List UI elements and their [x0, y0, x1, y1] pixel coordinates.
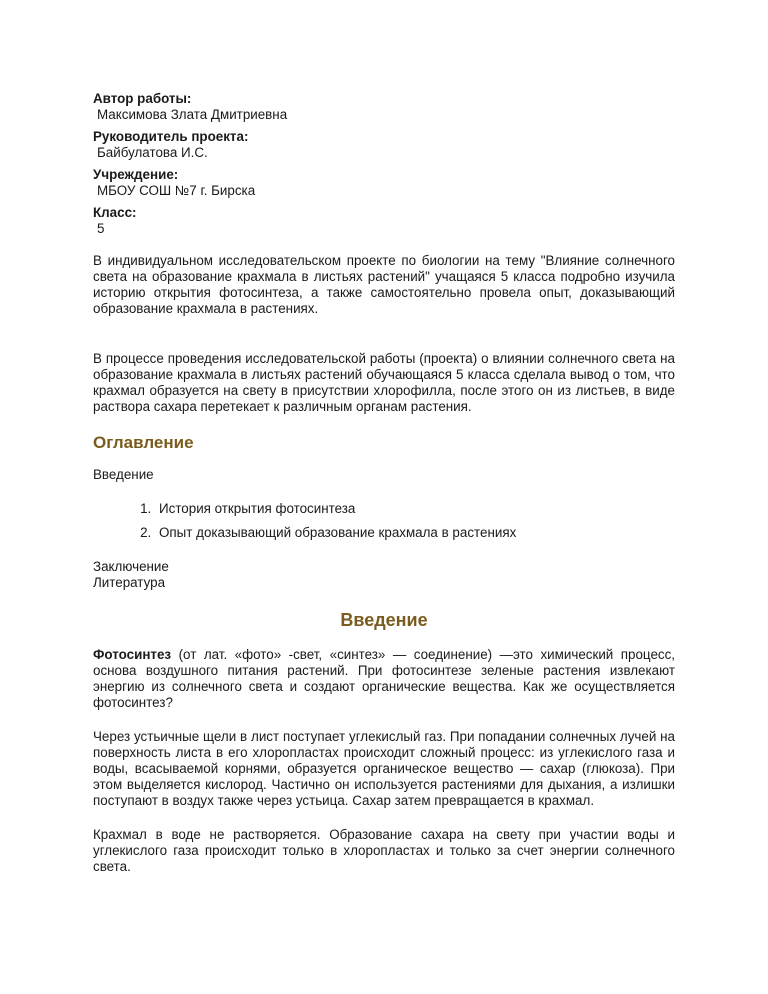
- supervisor-value: Байбулатова И.С.: [97, 145, 208, 160]
- grade-value: 5: [97, 221, 105, 236]
- intro-paragraph-1: В индивидуальном исследовательском проекте по биологии на тему "Влияние солнечного света на образование крахмала в листьях растений" учащаяся 5 класса подробно изучила историю открытия фотосинтеза, а также самостоятельно провела опыт, доказывающий образование крахмала в растениях.: [93, 253, 675, 316]
- document-content: [93, 91, 675, 893]
- author-label: Автор работы:: [93, 91, 192, 106]
- section-paragraph-3: Крахмал в воде не растворяется. Образование сахара на свету при участии воды и углекислого газа происходит только в хлоропластах и только за счет энергии солнечного света.: [93, 827, 675, 874]
- institution-label: Учреждение:: [93, 167, 179, 182]
- institution-value: МБОУ СОШ №7 г. Бирска: [97, 183, 256, 198]
- section-heading: Введение: [340, 610, 428, 630]
- grade-label: Класс:: [93, 205, 137, 220]
- section-paragraph-1-text: (от лат. «фото» -свет, «синтез» — соединение) —это химический процесс, основа воздушного питания растений. При фотосинтезе зеленые растения извлекают энергию из солнечного света и создают органические вещества. Как же осуществляется фотосинтез?: [93, 647, 675, 710]
- toc-list: [93, 501, 675, 541]
- toc-literature-link[interactable]: Литература: [93, 575, 166, 590]
- toc-item[interactable]: 2. Опыт доказывающий образование крахмала в растениях: [155, 525, 675, 541]
- toc-conclusion-link[interactable]: Заключение: [93, 559, 169, 574]
- term-photosynthesis: Фотосинтез: [93, 647, 172, 662]
- section-paragraph-1: [93, 647, 675, 711]
- supervisor-label: Руководитель проекта:: [93, 129, 249, 144]
- intro-paragraph-2: В процессе проведения исследовательской работы (проекта) о влиянии солнечного света на образование крахмала в листьях растений обучающаяся 5 класса сделала вывод о том, что крахмал образуется на свету в присутствии хлорофилла, после этого он из листьев, в виде раствора сахара перетекает к различным органам растения.: [93, 351, 675, 414]
- section-paragraph-2: Через устьичные щели в лист поступает углекислый газ. При попадании солнечных лучей на поверхность листа в его хлоропластах происходит сложный процесс: из углекислого газа и воды, всасываемой корнями, образуется органическое вещество — сахар (глюкоза). При этом выделяется кислород. Частично он используется растениями для дыхания, а излишки поступают в воздух также через устьица. Сахар затем превращается в крахмал.: [93, 729, 675, 808]
- toc-heading: Оглавление: [93, 433, 194, 452]
- toc-intro-link[interactable]: Введение: [93, 467, 154, 482]
- author-block: [93, 91, 675, 237]
- author-value: Максимова Злата Дмитриевна: [97, 107, 288, 122]
- toc-item[interactable]: 1. История открытия фотосинтеза: [155, 501, 675, 517]
